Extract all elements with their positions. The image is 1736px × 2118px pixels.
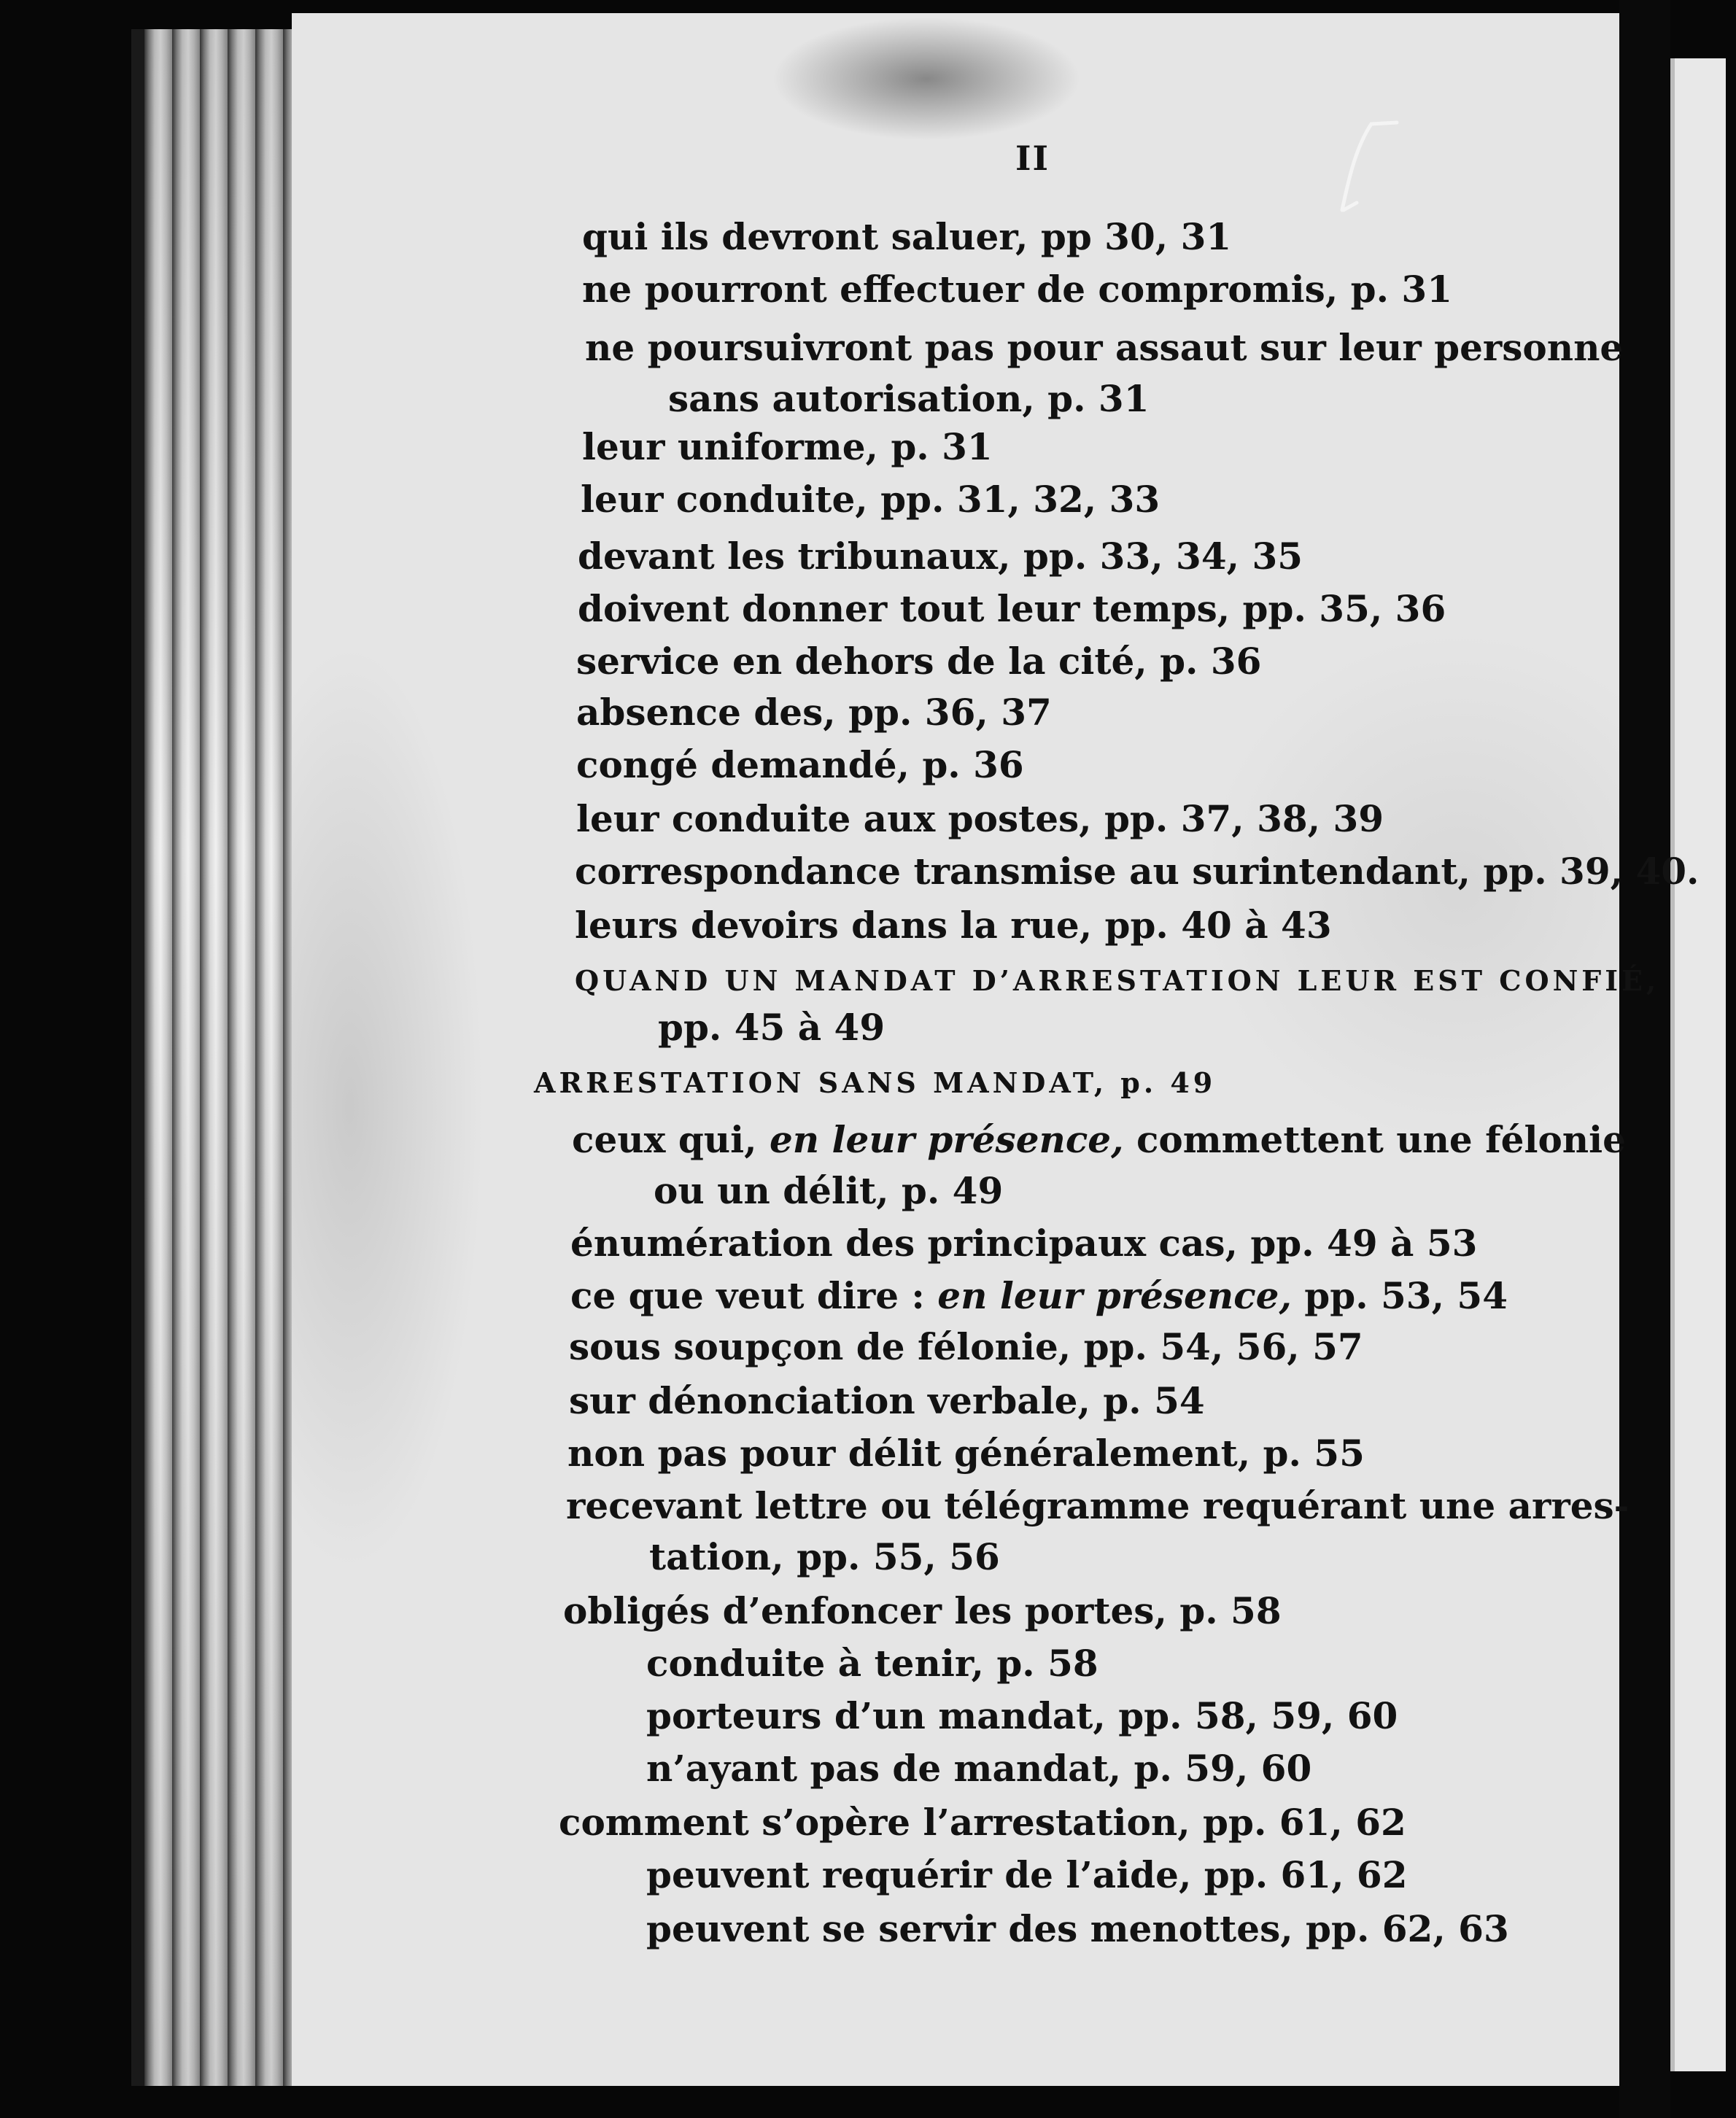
- index-heading: QUAND UN MANDAT D’ARRESTATION LEUR EST CONFIÉ,: [575, 964, 1660, 997]
- book-page-edges: [131, 29, 312, 2086]
- index-entry: pp. 45 à 49: [658, 1006, 886, 1049]
- index-entry: leur conduite aux postes, pp. 37, 38, 39: [576, 797, 1384, 840]
- index-entry: énumération des principaux cas, pp. 49 à 53: [570, 1222, 1478, 1265]
- index-entry: conduite à tenir, p. 58: [646, 1642, 1098, 1685]
- pencil-mark-icon: [1328, 117, 1408, 219]
- index-heading: ARRESTATION SANS MANDAT, p. 49: [534, 1066, 1217, 1099]
- facing-page-edge: [1670, 58, 1726, 2071]
- index-entry: leur uniforme, p. 31: [582, 425, 993, 468]
- index-entry-text: ce que veut dire :: [570, 1274, 938, 1317]
- index-entry: non pas pour délit généralement, p. 55: [567, 1432, 1365, 1475]
- index-entry: porteurs d’un mandat, pp. 58, 59, 60: [646, 1694, 1398, 1737]
- index-entry: doivent donner tout leur temps, pp. 35, 36: [578, 587, 1446, 630]
- index-entry-italic: en leur présence,: [769, 1118, 1124, 1161]
- index-entry: ou un délit, p. 49: [654, 1169, 1004, 1212]
- index-entry: sans autorisation, p. 31: [668, 377, 1150, 420]
- index-entry: correspondance transmise au surintendant, pp. 39, 40.: [575, 850, 1700, 893]
- index-entry: peuvent se servir des menottes, pp. 62, 63: [646, 1907, 1509, 1950]
- index-entry: congé demandé, p. 36: [576, 743, 1024, 786]
- index-entry: ne poursuivront pas pour assaut sur leur personne: [585, 326, 1624, 369]
- index-entry: leurs devoirs dans la rue, pp. 40 à 43: [575, 904, 1332, 947]
- index-entry: devant les tribunaux, pp. 33, 34, 35: [578, 535, 1303, 578]
- index-entry: obligés d’enfoncer les portes, p. 58: [563, 1589, 1282, 1632]
- index-entry: service en dehors de la cité, p. 36: [576, 640, 1262, 683]
- index-entry-text: pp. 53, 54: [1291, 1274, 1508, 1317]
- index-entry: sur dénonciation verbale, p. 54: [569, 1379, 1205, 1422]
- index-entry: absence des, pp. 36, 37: [576, 691, 1052, 734]
- index-entry-italic: en leur présence,: [937, 1274, 1292, 1317]
- index-entry: qui ils devront saluer, pp 30, 31: [582, 215, 1232, 258]
- index-entry: peuvent requérir de l’aide, pp. 61, 62: [646, 1853, 1408, 1896]
- index-entry-text: commettent une félonie: [1123, 1118, 1626, 1161]
- index-entry: leur conduite, pp. 31, 32, 33: [581, 478, 1160, 521]
- index-entry: sous soupçon de félonie, pp. 54, 56, 57: [569, 1325, 1363, 1368]
- index-entry: ne pourront effectuer de compromis, p. 31: [582, 268, 1452, 311]
- page-number: II: [1015, 139, 1050, 178]
- index-entry: n’ayant pas de mandat, p. 59, 60: [646, 1747, 1312, 1790]
- index-entry: tation, pp. 55, 56: [649, 1535, 1000, 1578]
- index-entry: [570, 1274, 1508, 1317]
- index-entry-text: ceux qui,: [572, 1118, 770, 1161]
- index-entry: [572, 1118, 1626, 1161]
- index-entry: comment s’opère l’arrestation, pp. 61, 62: [559, 1801, 1406, 1844]
- book-gutter: [1619, 0, 1670, 2118]
- index-entry: recevant lettre ou télégramme requérant une arres-: [566, 1484, 1630, 1527]
